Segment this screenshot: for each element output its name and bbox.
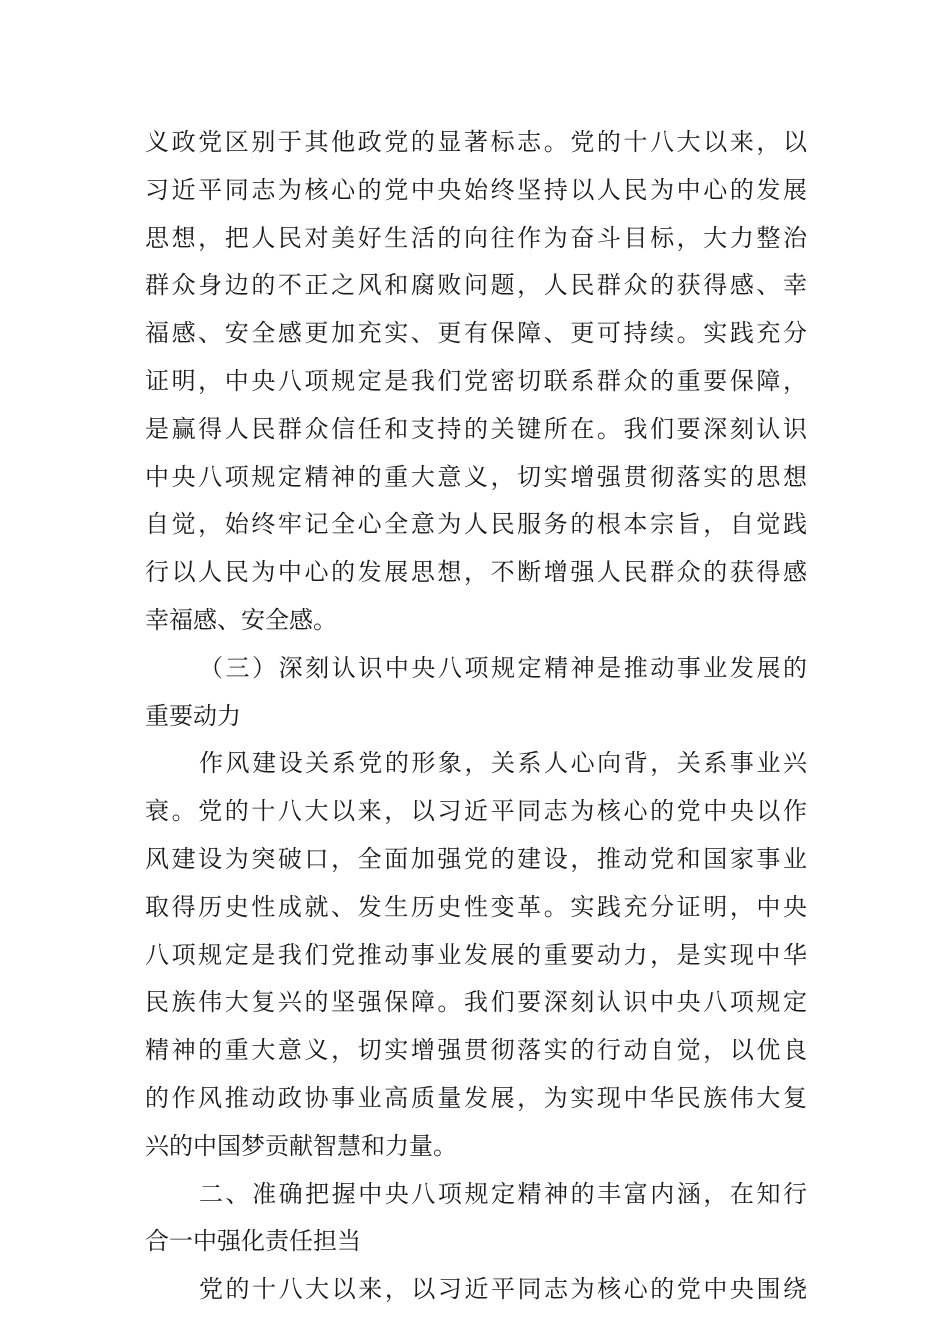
text-line: 八项规定是我们党推动事业发展的重要动力，是实现中华 xyxy=(145,940,807,969)
heading-line: 二、准确把握中央八项规定精神的丰富内涵，在知行 xyxy=(199,1179,807,1208)
text-line: 党的十八大以来，以习近平同志为核心的党中央围绕 xyxy=(199,1275,807,1304)
text-line: 行以人民为中心的发展思想，不断增强人民群众的获得感 xyxy=(145,558,807,587)
subheading-line: （三）深刻认识中央八项规定精神是推动事业发展的 xyxy=(199,653,807,682)
text-line: 自觉，始终牢记全心全意为人民服务的根本宗旨，自觉践 xyxy=(145,510,807,539)
text-line: 精神的重大意义，切实增强贯彻落实的行动自觉，以优良 xyxy=(145,1036,807,1065)
text-line: 义政党区别于其他政党的显著标志。党的十八大以来，以 xyxy=(145,128,807,156)
heading-line: 合一中强化责任担当 xyxy=(145,1227,361,1256)
text-line: 中央八项规定精神的重大意义，切实增强贯彻落实的思想 xyxy=(145,462,807,491)
text-line: 民族伟大复兴的坚强保障。我们要深刻认识中央八项规定 xyxy=(145,988,807,1017)
text-line: 是赢得人民群众信任和支持的关键所在。我们要深刻认识 xyxy=(145,414,807,443)
body-paragraph xyxy=(145,119,807,645)
section-subheading xyxy=(145,645,807,741)
text-line: 思想，把人民对美好生活的向往作为奋斗目标，大力整治 xyxy=(145,223,807,252)
subheading-line: 重要动力 xyxy=(145,701,241,730)
text-line: 证明，中央八项规定是我们党密切联系群众的重要保障， xyxy=(145,366,807,395)
text-line: 福感、安全感更加充实、更有保障、更可持续。实践充分 xyxy=(145,319,807,348)
text-line: 的作风推动政协事业高质量发展，为实现中华民族伟大复 xyxy=(145,1083,807,1112)
text-line: 衰。党的十八大以来，以习近平同志为核心的党中央以作 xyxy=(145,797,807,826)
body-paragraph xyxy=(145,1266,807,1314)
text-line: 取得历史性成就、发生历史性变革。实践充分证明，中央 xyxy=(145,892,807,921)
text-line: 幸福感、安全感。 xyxy=(145,605,337,634)
section-heading xyxy=(145,1171,807,1267)
body-paragraph xyxy=(145,740,807,1170)
text-line: 兴的中国梦贡献智慧和力量。 xyxy=(145,1131,457,1160)
document-page xyxy=(145,119,807,1314)
text-line: 群众身边的不正之风和腐败问题，人民群众的获得感、幸 xyxy=(145,271,807,300)
text-line: 习近平同志为核心的党中央始终坚持以人民为中心的发展 xyxy=(145,175,807,204)
text-line: 作风建设关系党的形象，关系人心向背，关系事业兴 xyxy=(199,749,807,778)
text-line: 风建设为突破口，全面加强党的建设，推动党和国家事业 xyxy=(145,844,807,873)
